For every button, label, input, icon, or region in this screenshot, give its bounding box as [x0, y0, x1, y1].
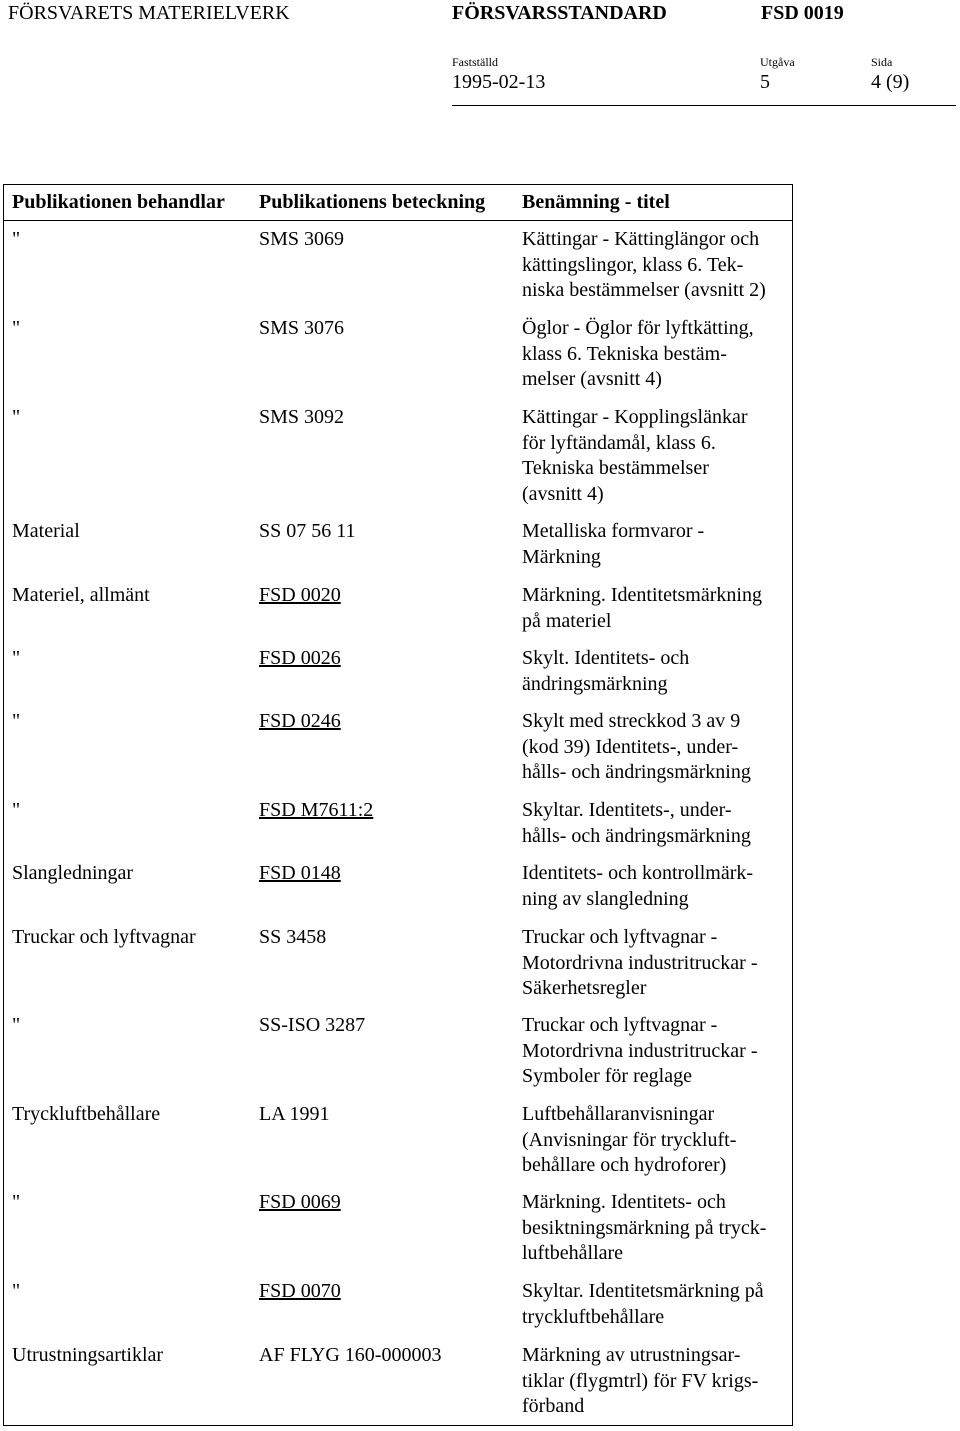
row-title-line: Symboler för reglage: [522, 1065, 692, 1088]
row-title-line: besiktningsmärkning på tryck-: [522, 1216, 767, 1239]
row-title: [522, 1102, 736, 1179]
row-title-line: Säkerhetsregler: [522, 977, 647, 1000]
row-designation: SS 3458: [259, 926, 327, 948]
row-title-line: Tekniska bestämmelser: [522, 457, 709, 480]
table-header: [4, 185, 792, 221]
established-date: 1995-02-13: [452, 71, 546, 93]
row-designation: AF FLYG 160-000003: [259, 1344, 442, 1366]
row-designation: SS-ISO 3287: [259, 1014, 366, 1036]
row-subject: Material: [12, 520, 80, 542]
column-header-designation: Publikationens beteckning: [259, 191, 486, 213]
row-title: [522, 316, 754, 393]
row-title-line: Skylt. Identitets- och: [522, 647, 690, 669]
document-id: FSD 0019: [761, 2, 844, 24]
row-title-line: ning av slangledning: [522, 887, 689, 910]
row-designation[interactable]: FSD 0026: [259, 647, 341, 669]
row-title-line: (kod 39) Identitets-, under-: [522, 735, 739, 758]
row-title-line: Skyltar. Identitetsmärkning på: [522, 1280, 764, 1302]
row-title-line: hålls- och ändringsmärkning: [522, 761, 751, 784]
row-title-line: Motordrivna industritruckar -: [522, 1039, 758, 1062]
row-title-line: Truckar och lyftvagnar -: [522, 926, 718, 948]
row-title-line: kättingslingor, klass 6. Tek-: [522, 253, 744, 276]
row-designation[interactable]: FSD M7611:2: [259, 799, 374, 821]
row-designation: SMS 3092: [259, 406, 345, 428]
row-title: [522, 1343, 758, 1420]
row-title-line: Märkning av utrustningsar-: [522, 1344, 741, 1366]
row-title: [522, 798, 751, 849]
row-subject: ": [12, 406, 21, 428]
row-designation[interactable]: FSD 0020: [259, 584, 341, 606]
header-rule: [452, 105, 956, 106]
row-title-line: Skylt med streckkod 3 av 9: [522, 710, 741, 732]
row-title-line: luftbehållare: [522, 1242, 624, 1265]
row-designation[interactable]: FSD 0070: [259, 1280, 341, 1302]
row-title: [522, 1279, 764, 1330]
row-title: [522, 861, 753, 912]
row-designation: SMS 3069: [259, 228, 345, 250]
row-subject: Truckar och lyftvagnar: [12, 926, 196, 948]
row-title-line: Kättingar - Kopplingslänkar: [522, 406, 748, 428]
publications-table: [3, 184, 793, 1426]
row-title-line: Skyltar. Identitets-, under-: [522, 799, 732, 821]
row-designation[interactable]: FSD 0148: [259, 862, 341, 884]
page-label: Sida: [871, 55, 893, 69]
row-title-line: Truckar och lyftvagnar -: [522, 1014, 718, 1036]
row-title: [522, 646, 689, 697]
row-title-line: (Anvisningar för tryckluft-: [522, 1128, 737, 1151]
row-title: [522, 405, 748, 507]
row-title-line: Metalliska formvaror -: [522, 520, 705, 542]
row-title-line: niska bestämmelser (avsnitt 2): [522, 279, 766, 302]
row-title: [522, 583, 762, 634]
row-title-line: Märkning. Identitets- och: [522, 1191, 726, 1213]
row-title-line: Kättingar - Kättinglängor och: [522, 228, 760, 250]
row-subject: Slangledningar: [12, 862, 134, 884]
row-subject: ": [12, 710, 21, 732]
row-title-line: (avsnitt 4): [522, 482, 604, 505]
row-title: [522, 227, 766, 304]
row-title: [522, 1013, 758, 1090]
edition-label: Utgåva: [760, 55, 795, 69]
row-title-line: behållare och hydroforer): [522, 1154, 727, 1177]
row-subject: ": [12, 799, 21, 821]
row-subject: Tryckluftbehållare: [12, 1103, 161, 1125]
row-title: [522, 925, 758, 1002]
row-title-line: tryckluftbehållare: [522, 1305, 665, 1328]
row-title-line: Märkning: [522, 545, 601, 568]
edition-number: 5: [760, 71, 770, 93]
row-title: [522, 519, 704, 570]
row-title-line: på materiel: [522, 609, 612, 632]
row-title: [522, 1190, 766, 1267]
organization-name: FÖRSVARETS MATERIELVERK: [8, 2, 290, 24]
row-title-line: Motordrivna industritruckar -: [522, 951, 758, 974]
row-title: [522, 709, 751, 786]
row-subject: ": [12, 647, 21, 669]
row-title-line: hålls- och ändringsmärkning: [522, 824, 751, 847]
row-title-line: för lyftändamål, klass 6.: [522, 431, 716, 454]
row-subject: ": [12, 1191, 21, 1213]
page-number: 4 (9): [871, 71, 910, 93]
row-title-line: Luftbehållaranvisningar: [522, 1103, 715, 1125]
row-designation: SMS 3076: [259, 317, 345, 339]
row-designation[interactable]: FSD 0246: [259, 710, 341, 732]
row-subject: ": [12, 317, 21, 339]
standard-type: FÖRSVARSSTANDARD: [452, 2, 667, 24]
row-subject: ": [12, 1280, 21, 1302]
row-title-line: tiklar (flygmtrl) för FV krigs-: [522, 1369, 759, 1392]
column-header-title: Benämning - titel: [522, 191, 670, 213]
column-header-subject: Publikationen behandlar: [12, 191, 225, 213]
row-title-line: Märkning. Identitetsmärkning: [522, 584, 762, 606]
row-title-line: Identitets- och kontrollmärk-: [522, 862, 754, 884]
row-title-line: förband: [522, 1395, 585, 1418]
row-subject: Utrustningsartiklar: [12, 1344, 164, 1366]
row-title-line: melser (avsnitt 4): [522, 368, 662, 391]
row-title-line: Öglor - Öglor för lyftkätting,: [522, 317, 754, 339]
row-subject: ": [12, 228, 21, 250]
row-title-line: klass 6. Tekniska bestäm-: [522, 342, 727, 365]
row-designation: LA 1991: [259, 1103, 330, 1125]
row-title-line: ändringsmärkning: [522, 672, 668, 695]
established-label: Fastställd: [452, 55, 499, 69]
row-designation: SS 07 56 11: [259, 520, 356, 542]
row-subject: Materiel, allmänt: [12, 584, 150, 606]
row-designation[interactable]: FSD 0069: [259, 1191, 341, 1213]
row-subject: ": [12, 1014, 21, 1036]
